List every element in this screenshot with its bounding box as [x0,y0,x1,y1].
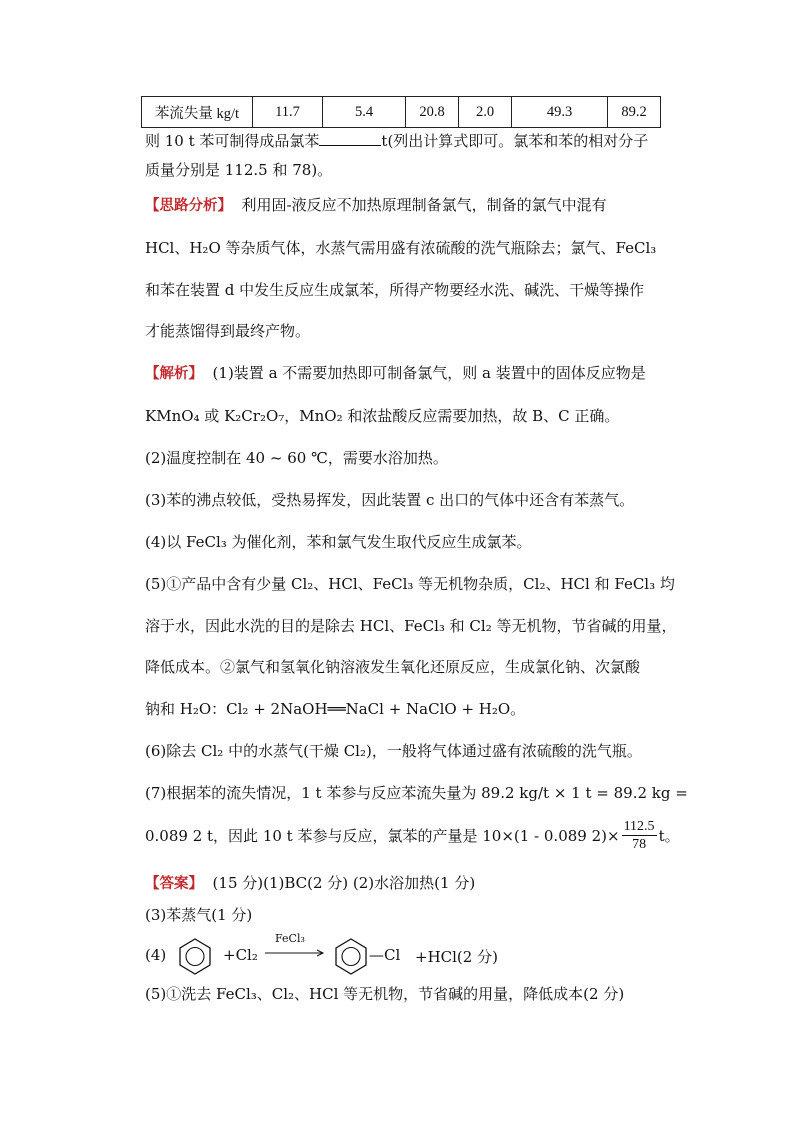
solution-tag: 【解析】 [145,366,203,382]
analysis-line [145,195,607,216]
table-cell: 5.4 [323,97,406,128]
reaction-equation [145,932,525,976]
fraction-denominator: 78 [632,837,647,852]
answer-tag: 【答案】 [145,876,203,892]
byproduct-text: +HCl(2 分) [415,948,498,966]
solution-line [145,363,646,384]
answer-blank [319,131,381,146]
analysis-line: HCl、H₂O 等杂质气体，水蒸气需用盛有浓硫酸的洗气瓶除去；氯气、FeCl₃ [145,239,657,257]
benzene-ring-icon [331,936,371,976]
question-text: t(列出计算式即可。氯苯和苯的相对分子 [381,132,649,150]
table-cell: 89.2 [608,97,661,128]
solution-line: (7)根据苯的流失情况，1 t 苯参与反应苯流失量为 89.2 kg/t × 1 t = 89.2 kg = [145,784,688,802]
solution-line: (6)除去 Cl₂ 中的水蒸气(干燥 Cl₂)，一般将气体通过盛有浓硫酸的洗气瓶。 [145,742,642,760]
catalyst-text: FeCl₃ [275,932,305,945]
analysis-text: 利用固-液反应不加热原理制备氯气，制备的氯气中混有 [241,196,607,214]
solution-line: (5)①产品中含有少量 Cl₂、HCl、FeCl₃ 等无机物杂质，Cl₂、HCl 和 FeCl₃ 均 [145,575,675,593]
question-line [145,131,648,151]
table-header-cell: 苯流失量 kg/t [142,97,253,128]
question-line: 质量分别是 112.5 和 78)。 [145,161,333,179]
table-row [142,97,661,128]
table-cell: 20.8 [406,97,459,128]
solution-line [145,818,680,853]
answer-text: (15 分)(1)BC(2 分) (2)水浴加热(1 分) [212,874,476,892]
equation-label: (4) [145,946,167,964]
solution-line: 降低成本。②氯气和氢氧化钠溶液发生氧化还原反应，生成氯化钠、次氯酸 [145,658,641,676]
solution-line: 钠和 H₂O：Cl₂ + 2NaOH══NaCl + NaClO + H₂O。 [145,700,526,718]
solution-line: (3)苯的沸点较低，受热易挥发，因此装置 c 出口的气体中还含有苯蒸气。 [145,491,635,509]
product-substituent: —Cl [369,946,401,964]
solution-line: (4)以 FeCl₃ 为催化剂，苯和氯气发生取代反应生成氯苯。 [145,533,532,551]
benzene-ring-icon [175,936,215,976]
reagent-text: +Cl₂ [223,946,258,964]
answer-line: (3)苯蒸气(1 分) [145,906,253,924]
fraction [622,818,657,853]
solution-line: KMnO₄ 或 K₂Cr₂O₇，MnO₂ 和浓盐酸反应需要加热，故 B、C 正确。 [145,407,620,425]
table-cell: 2.0 [459,97,512,128]
reaction-arrow-icon [265,948,327,958]
answer-line: (5)①洗去 FeCl₃、Cl₂、HCl 等无机物，节省碱的用量，降低成本(2 分) [145,985,625,1003]
solution-line: 溶于水，因此水洗的目的是除去 HCl、FeCl₃ 和 Cl₂ 等无机物，节省碱的用量， [145,617,677,635]
solution-text: 0.089 2 t，因此 10 t 苯参与反应，氯苯的产量是 10×(1 - 0.089 2)× [145,826,620,845]
benzene-loss-table [141,96,661,128]
analysis-line: 和苯在装置 d 中发生反应生成氯苯，所得产物要经水洗、碱洗、干燥等操作 [145,281,645,299]
question-text: 则 10 t 苯可制得成品氯苯 [145,132,320,150]
solution-text: t。 [658,826,680,845]
analysis-tag: 【思路分析】 [145,198,232,214]
table-cell: 49.3 [512,97,608,128]
solution-line: (2)温度控制在 40 ~ 60 ℃，需要水浴加热。 [145,449,448,467]
fraction-numerator: 112.5 [623,819,655,834]
solution-text: (1)装置 a 不需要加热即可制备氯气，则 a 装置中的固体反应物是 [212,364,646,382]
table-cell: 11.7 [253,97,323,128]
analysis-line: 才能蒸馏得到最终产物。 [145,322,311,340]
answer-line [145,873,475,894]
